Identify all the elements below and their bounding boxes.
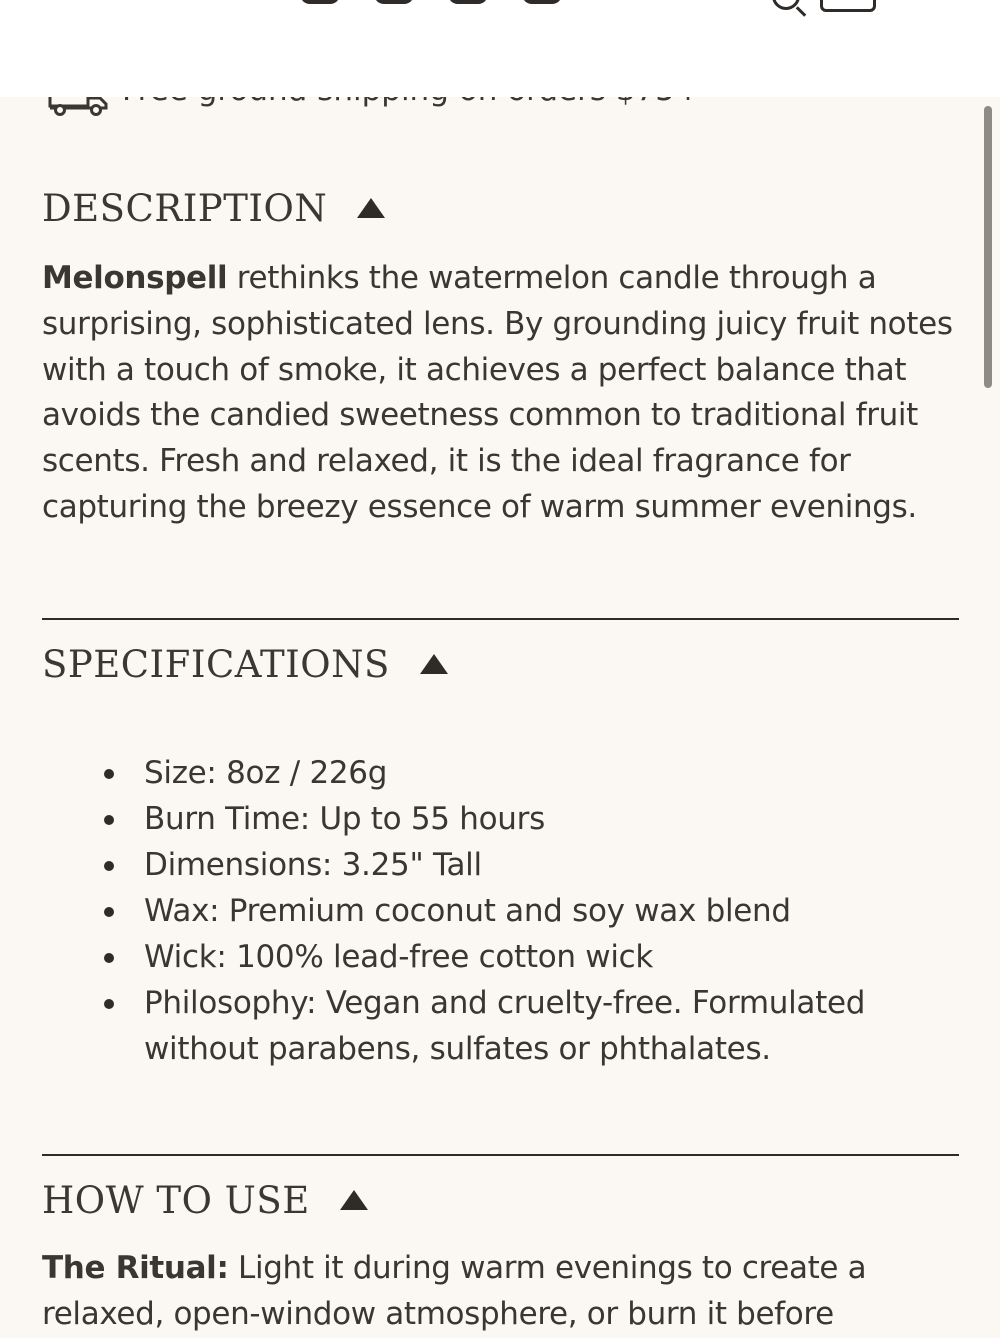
how-to-use-section — [42, 1174, 959, 1226]
bullet-icon — [104, 861, 114, 871]
list-item — [100, 750, 950, 796]
ritual-label: The Ritual: — [42, 1250, 229, 1286]
section-divider — [42, 1154, 959, 1156]
caret-up-icon — [357, 198, 385, 218]
spec-dimensions: Dimensions: 3.25" Tall — [144, 847, 482, 883]
bullet-icon — [104, 769, 114, 779]
specifications-toggle[interactable] — [42, 638, 959, 690]
description-title: DESCRIPTION — [42, 186, 328, 230]
description-section — [42, 182, 959, 234]
site-logo[interactable] — [300, 0, 680, 4]
bullet-icon — [104, 953, 114, 963]
spec-wax: Wax: Premium coconut and soy wax blend — [144, 893, 791, 929]
description-text — [42, 256, 959, 531]
list-item — [100, 888, 950, 934]
scrollbar[interactable] — [984, 106, 992, 388]
ritual-text: Light it during warm evenings to create a relaxed, open-window atmosphere, or burn it before — [42, 1250, 867, 1332]
spec-size: Size: 8oz / 226g — [144, 755, 388, 791]
spec-burn-time: Burn Time: Up to 55 hours — [144, 801, 545, 837]
bullet-icon — [104, 999, 114, 1009]
caret-up-icon — [420, 654, 448, 674]
site-header — [0, 0, 1000, 97]
list-item — [100, 842, 950, 888]
list-item — [100, 796, 950, 842]
specifications-section — [42, 638, 959, 690]
bullet-icon — [104, 815, 114, 825]
spec-wick: Wick: 100% lead-free cotton wick — [144, 939, 654, 975]
how-to-use-title: HOW TO USE — [42, 1178, 310, 1222]
list-item — [100, 980, 950, 1072]
caret-up-icon — [340, 1190, 368, 1210]
cart-icon[interactable] — [820, 0, 876, 12]
specifications-list — [100, 750, 950, 1072]
description-body-text: rethinks the watermelon candle through a surprising, sophisticated lens. By grounding juicy fruit notes with a touch of smoke, it achieves a perfect balance that avoids the candied sweetness common to traditional fruit scents. Fresh and relaxed, it is the ideal fragrance for capturing the breezy essence of warm summer evenings. — [42, 260, 953, 525]
specifications-title: SPECIFICATIONS — [42, 642, 390, 686]
how-to-use-toggle[interactable] — [42, 1174, 959, 1226]
list-item — [100, 934, 950, 980]
bullet-icon — [104, 907, 114, 917]
how-to-use-body — [42, 1246, 959, 1338]
section-divider — [42, 618, 959, 620]
description-toggle[interactable] — [42, 182, 959, 234]
how-to-use-text — [42, 1246, 959, 1338]
product-name: Melonspell — [42, 260, 228, 296]
spec-philosophy: Philosophy: Vegan and cruelty-free. Formulated without parabens, sulfates or phthalates. — [144, 985, 866, 1067]
description-body — [42, 256, 959, 531]
search-icon[interactable] — [772, 0, 800, 10]
